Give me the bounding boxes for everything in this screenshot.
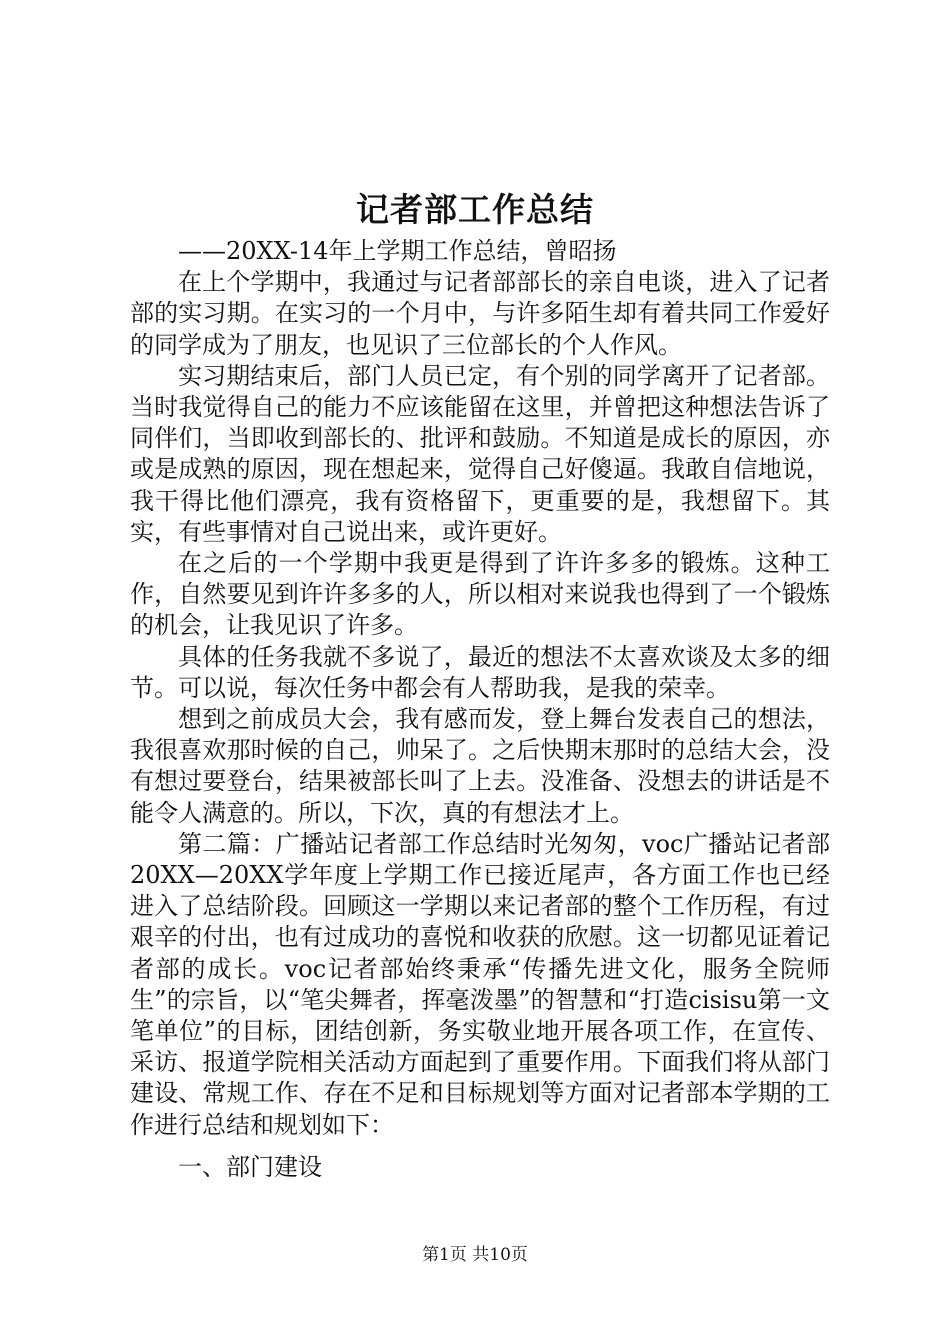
paragraph-1: 在上个学期中，我通过与记者部部长的亲自电谈，进入了记者部的实习期。在实习的一个月中，与许多陌生却有着共同工作爱好的同学成为了朋友，也见识了三位部长的个人作风。 — [130, 268, 830, 359]
paragraph-5: 想到之前成员大会，我有感而发，登上舞台发表自己的想法，我很喜欢那时候的自己，帅呆了。之后快期末那时的总结大会，没有想过要登台，结果被部长叫了上去。没准备、没想去的讲话是不能令人满意的。所以，下次，真的有想法才上。 — [130, 705, 830, 827]
section-heading: 一、部门建设 — [178, 1153, 322, 1181]
document-subtitle: ——20XX-14年上学期工作总结，曾昭扬 — [178, 237, 617, 265]
document-body — [130, 236, 830, 1141]
page-footer: 第1页 共10页 — [422, 1245, 528, 1265]
paragraph-4: 具体的任务我就不多说了，最近的想法不太喜欢谈及太多的细节。可以说，每次任务中都会有人帮助我，是我的荣幸。 — [130, 642, 830, 702]
paragraph-6: 第二篇：广播站记者部工作总结时光匆匆，voc广播站记者部20XX—20XX学年度上学期工作已接近尾声，各方面工作也已经进入了总结阶段。回顾这一学期以来记者部的整个工作历程，有过艰辛的付出，也有过成功的喜悦和收获的欣慰。这一切都见证着记者部的成长。voc记者部始终秉承“传播先进文化，服务全院师生”的宗旨，以“笔尖舞者，挥毫泼墨”的智慧和“打造cisisu第一文笔单位”的目标，团结创新，务实敬业地开展各项工作，在宣传、采访、报道学院相关活动方面起到了重要作用。下面我们将从部门建设、常规工作、存在不足和目标规划等方面对记者部本学期的工作进行总结和规划如下： — [130, 829, 830, 1139]
paragraph-2: 实习期结束后，部门人员已定，有个别的同学离开了记者部。当时我觉得自己的能力不应该能留在这里，并曾把这种想法告诉了同伴们，当即收到部长的、批评和鼓励。不知道是成长的原因，亦或是成熟的原因，现在想起来，觉得自己好傻逼。我敢自信地说，我干得比他们漂亮，我有资格留下，更重要的是，我想留下。其实，有些事情对自己说出来，或许更好。 — [130, 361, 830, 546]
paragraph-3: 在之后的一个学期中我更是得到了许许多多的锻炼。这种工作，自然要见到许许多多的人，所以相对来说我也得到了一个锻炼的机会，让我见识了许多。 — [130, 549, 830, 640]
document-title: 记者部工作总结 — [356, 190, 594, 229]
